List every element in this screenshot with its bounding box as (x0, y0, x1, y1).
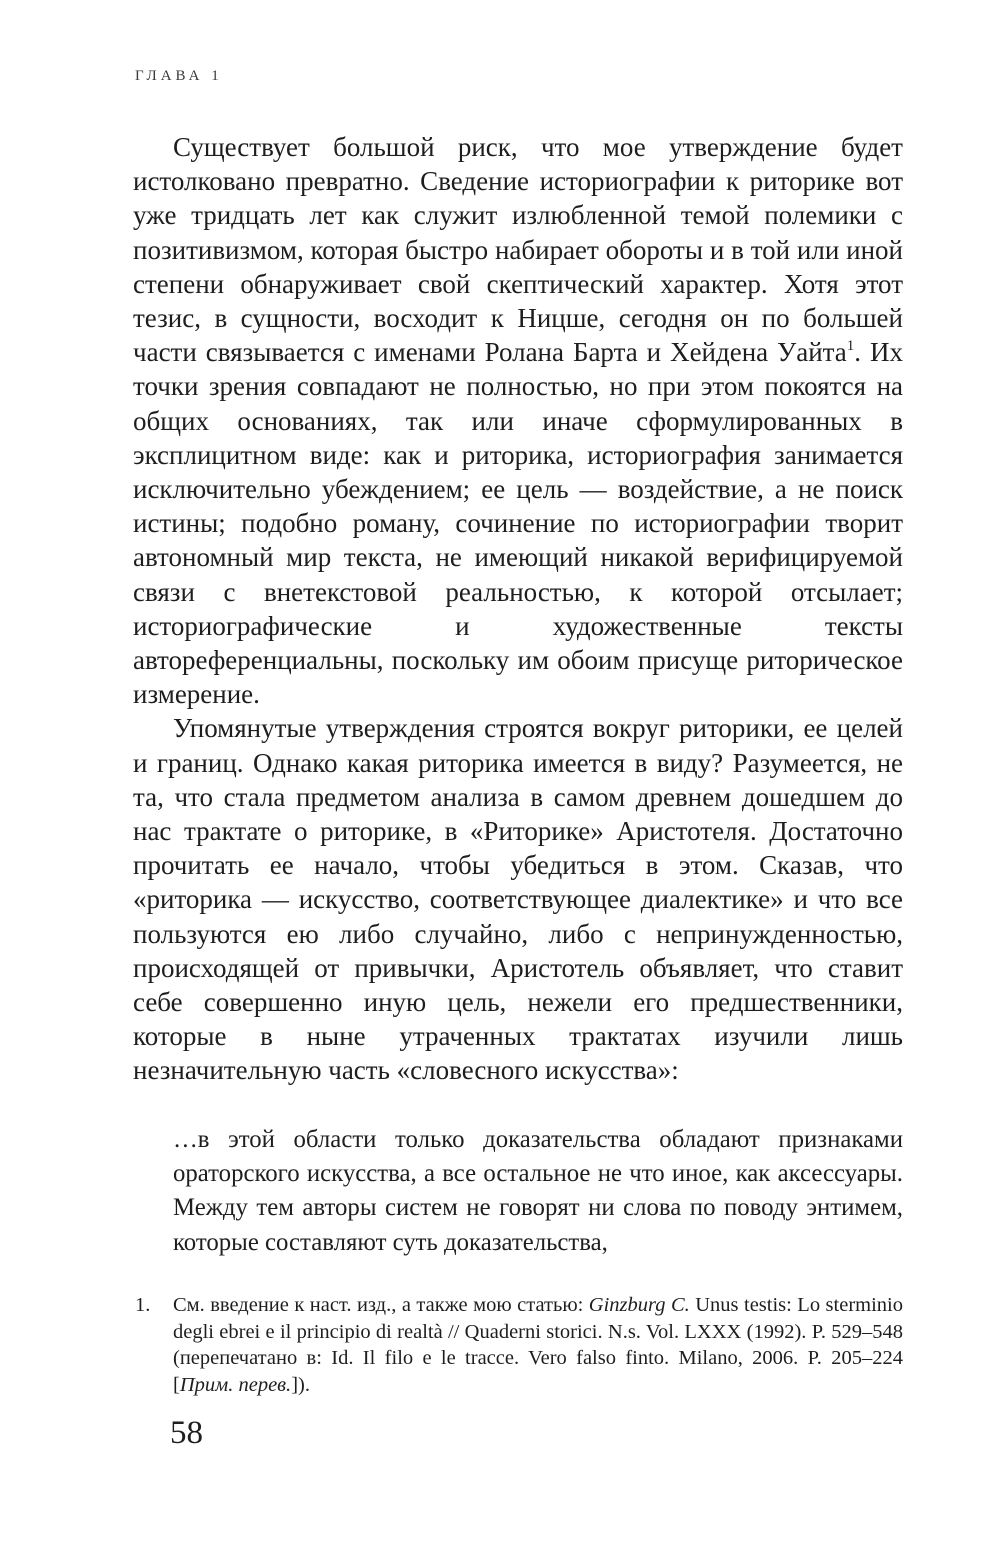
block-quote (173, 1123, 903, 1260)
footnote-number: 1. (135, 1294, 151, 1316)
running-head: ГЛАВА 1 (135, 68, 223, 84)
page-number: 58 (170, 1415, 203, 1451)
footnote-1 (135, 1292, 903, 1398)
footnote-translator-note: Прим. перев. (179, 1373, 292, 1396)
quote-text: …в этой области только доказательства обладают признаками ораторского искусства, а все остальное не что иное, как аксессуары. Между тем авторы систем не говорят ни слова по поводу энтимем, которые составляют суть доказательства, (173, 1126, 903, 1256)
main-text (133, 130, 903, 1088)
paragraph-1-text-b: . Их точки зрения совпадают не полностью, но при этом покоятся на общих основаниях, так или иначе сформулированных в эксплицитном виде: как и риторика, историография занимается исключительно убеждением; ее цель — воздействие, а не поиск истины; подобно роману, сочинение по историографии творит автономный мир текста, не имеющий никакой верифицируемой связи с внетекстовой реальностью, к которой отсылает; историографические и художественные тексты автореференциальны, поскольку им обоим присуще риторическое измерение. (133, 337, 903, 710)
footnote-text-a: См. введение к наст. изд., а также мою статью: (173, 1294, 589, 1316)
paragraph-1-text-a: Существует большой риск, что мое утверждение будет истолковано превратно. Сведение историографии к риторике вот уже тридцать лет как служит излюбленной темой полемики с позитивизмом, которая быстро набирает обороты и в той или иной степени обнаруживает свой скептический характер. Хотя этот тезис, в сущности, восходит к Ницше, сегодня он по большей части связывается с именами Ролана Барта и Хейдена Уайта (133, 132, 903, 368)
footnote-reference[interactable]: 1 (846, 338, 855, 355)
footnote-text-c: ]). (291, 1373, 310, 1396)
footnote-text-b: Unus testis: Lo sterminio degli ebrei e il principio di realtà // Quaderni storici. N.s. Vol. LXXX (1992). P. 529–548 (перепечатано в: Id. Il filo e le tracce. Vero falso finto. Milano, 2006. P. 205–224 [ (173, 1294, 903, 1396)
paragraph-2: Упомянутые утверждения строятся вокруг риторики, ее целей и границ. Однако какая риторика имеется в виду? Разумеется, не та, что стала предметом анализа в самом древнем дошедшем до нас трактате о риторике, в «Риторике» Аристотеля. Достаточно прочитать ее начало, чтобы убедиться в этом. Сказав, что «риторика — искусство, соответствующее диалектике» и что все пользуются ею либо случайно, либо с непринужденностью, происходящей от привычки, Аристотель объявляет, что ставит себе совершенно иную цель, нежели его предшественники, которые в ныне утраченных трактатах изучили лишь незначительную часть «словесного искусства»: (133, 713, 903, 1086)
footnote-text (173, 1292, 903, 1398)
paragraph-1 (133, 130, 903, 711)
footnote-author: Ginzburg C. (588, 1294, 690, 1316)
